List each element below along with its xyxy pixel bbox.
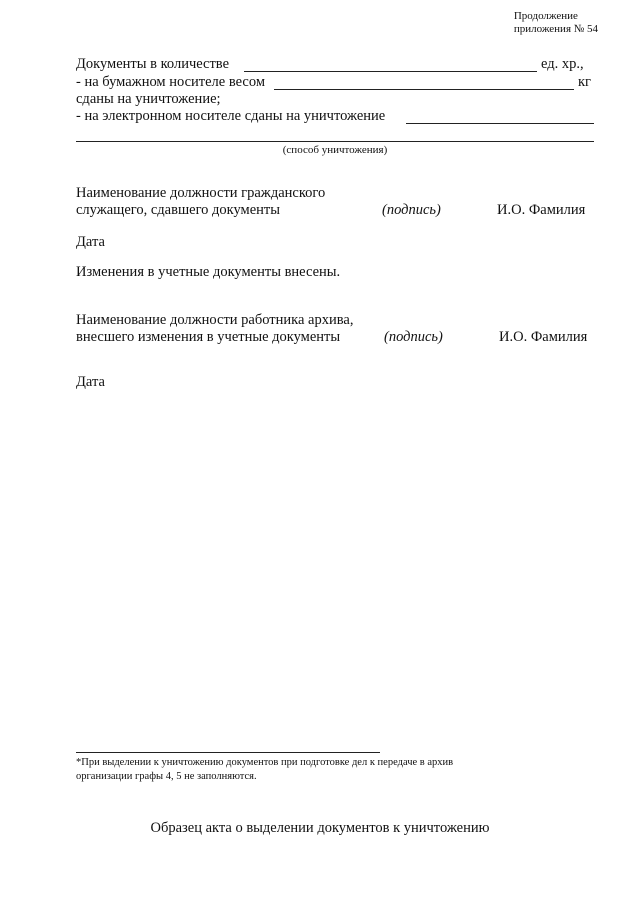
destruction-method-caption: (способ уничтожения): [282, 144, 388, 156]
destruction-method-line: [76, 141, 594, 142]
docs-count-unit: ед. хр.,: [541, 56, 584, 72]
surrendering-official-signature: (подпись): [382, 202, 441, 218]
surrendering-date-label: Дата: [76, 234, 105, 250]
footnote-line2: организации графы 4, 5 не заполняются.: [76, 771, 257, 782]
paper-weight-unit: кг: [578, 74, 591, 90]
appendix-continuation-line1: Продолжение: [513, 10, 578, 22]
footnote-line1: *При выделении к уничтожению документов при подготовке дел к передаче в архив: [76, 757, 454, 768]
electronic-destroyed-label: - на электронном носителе сданы на уничтожение: [76, 108, 386, 124]
electronic-method-field: [406, 123, 594, 124]
archive-date-label: Дата: [76, 374, 105, 390]
archive-employee-signature: (подпись): [384, 329, 443, 345]
surrendering-official-name: И.О. Фамилия: [497, 202, 586, 218]
footnote: [76, 756, 604, 784]
docs-count-field: [244, 71, 537, 72]
appendix-continuation-note: [514, 10, 598, 36]
changes-made-note: Изменения в учетные документы внесены.: [76, 264, 341, 280]
docs-count-label: Документы в количестве: [76, 56, 230, 72]
archive-employee-position-line1: Наименование должности работника архива,: [76, 312, 354, 328]
footnote-separator: [76, 752, 380, 753]
surrendering-official-position-line1: Наименование должности гражданского: [76, 185, 326, 201]
paper-weight-field: [274, 89, 574, 90]
paper-destroyed-text: сданы на уничтожение;: [76, 91, 221, 107]
archive-employee-name: И.О. Фамилия: [499, 329, 588, 345]
surrendering-official-position-line2: служащего, сдавшего документы: [76, 202, 281, 218]
archive-employee-position-line2: внесшего изменения в учетные документы: [76, 329, 341, 345]
appendix-continuation-line2: приложения № 54: [513, 23, 598, 35]
paper-weight-label: - на бумажном носителе весом: [76, 74, 266, 90]
sample-act-caption: Образец акта о выделении документов к уничтожению: [150, 820, 490, 836]
